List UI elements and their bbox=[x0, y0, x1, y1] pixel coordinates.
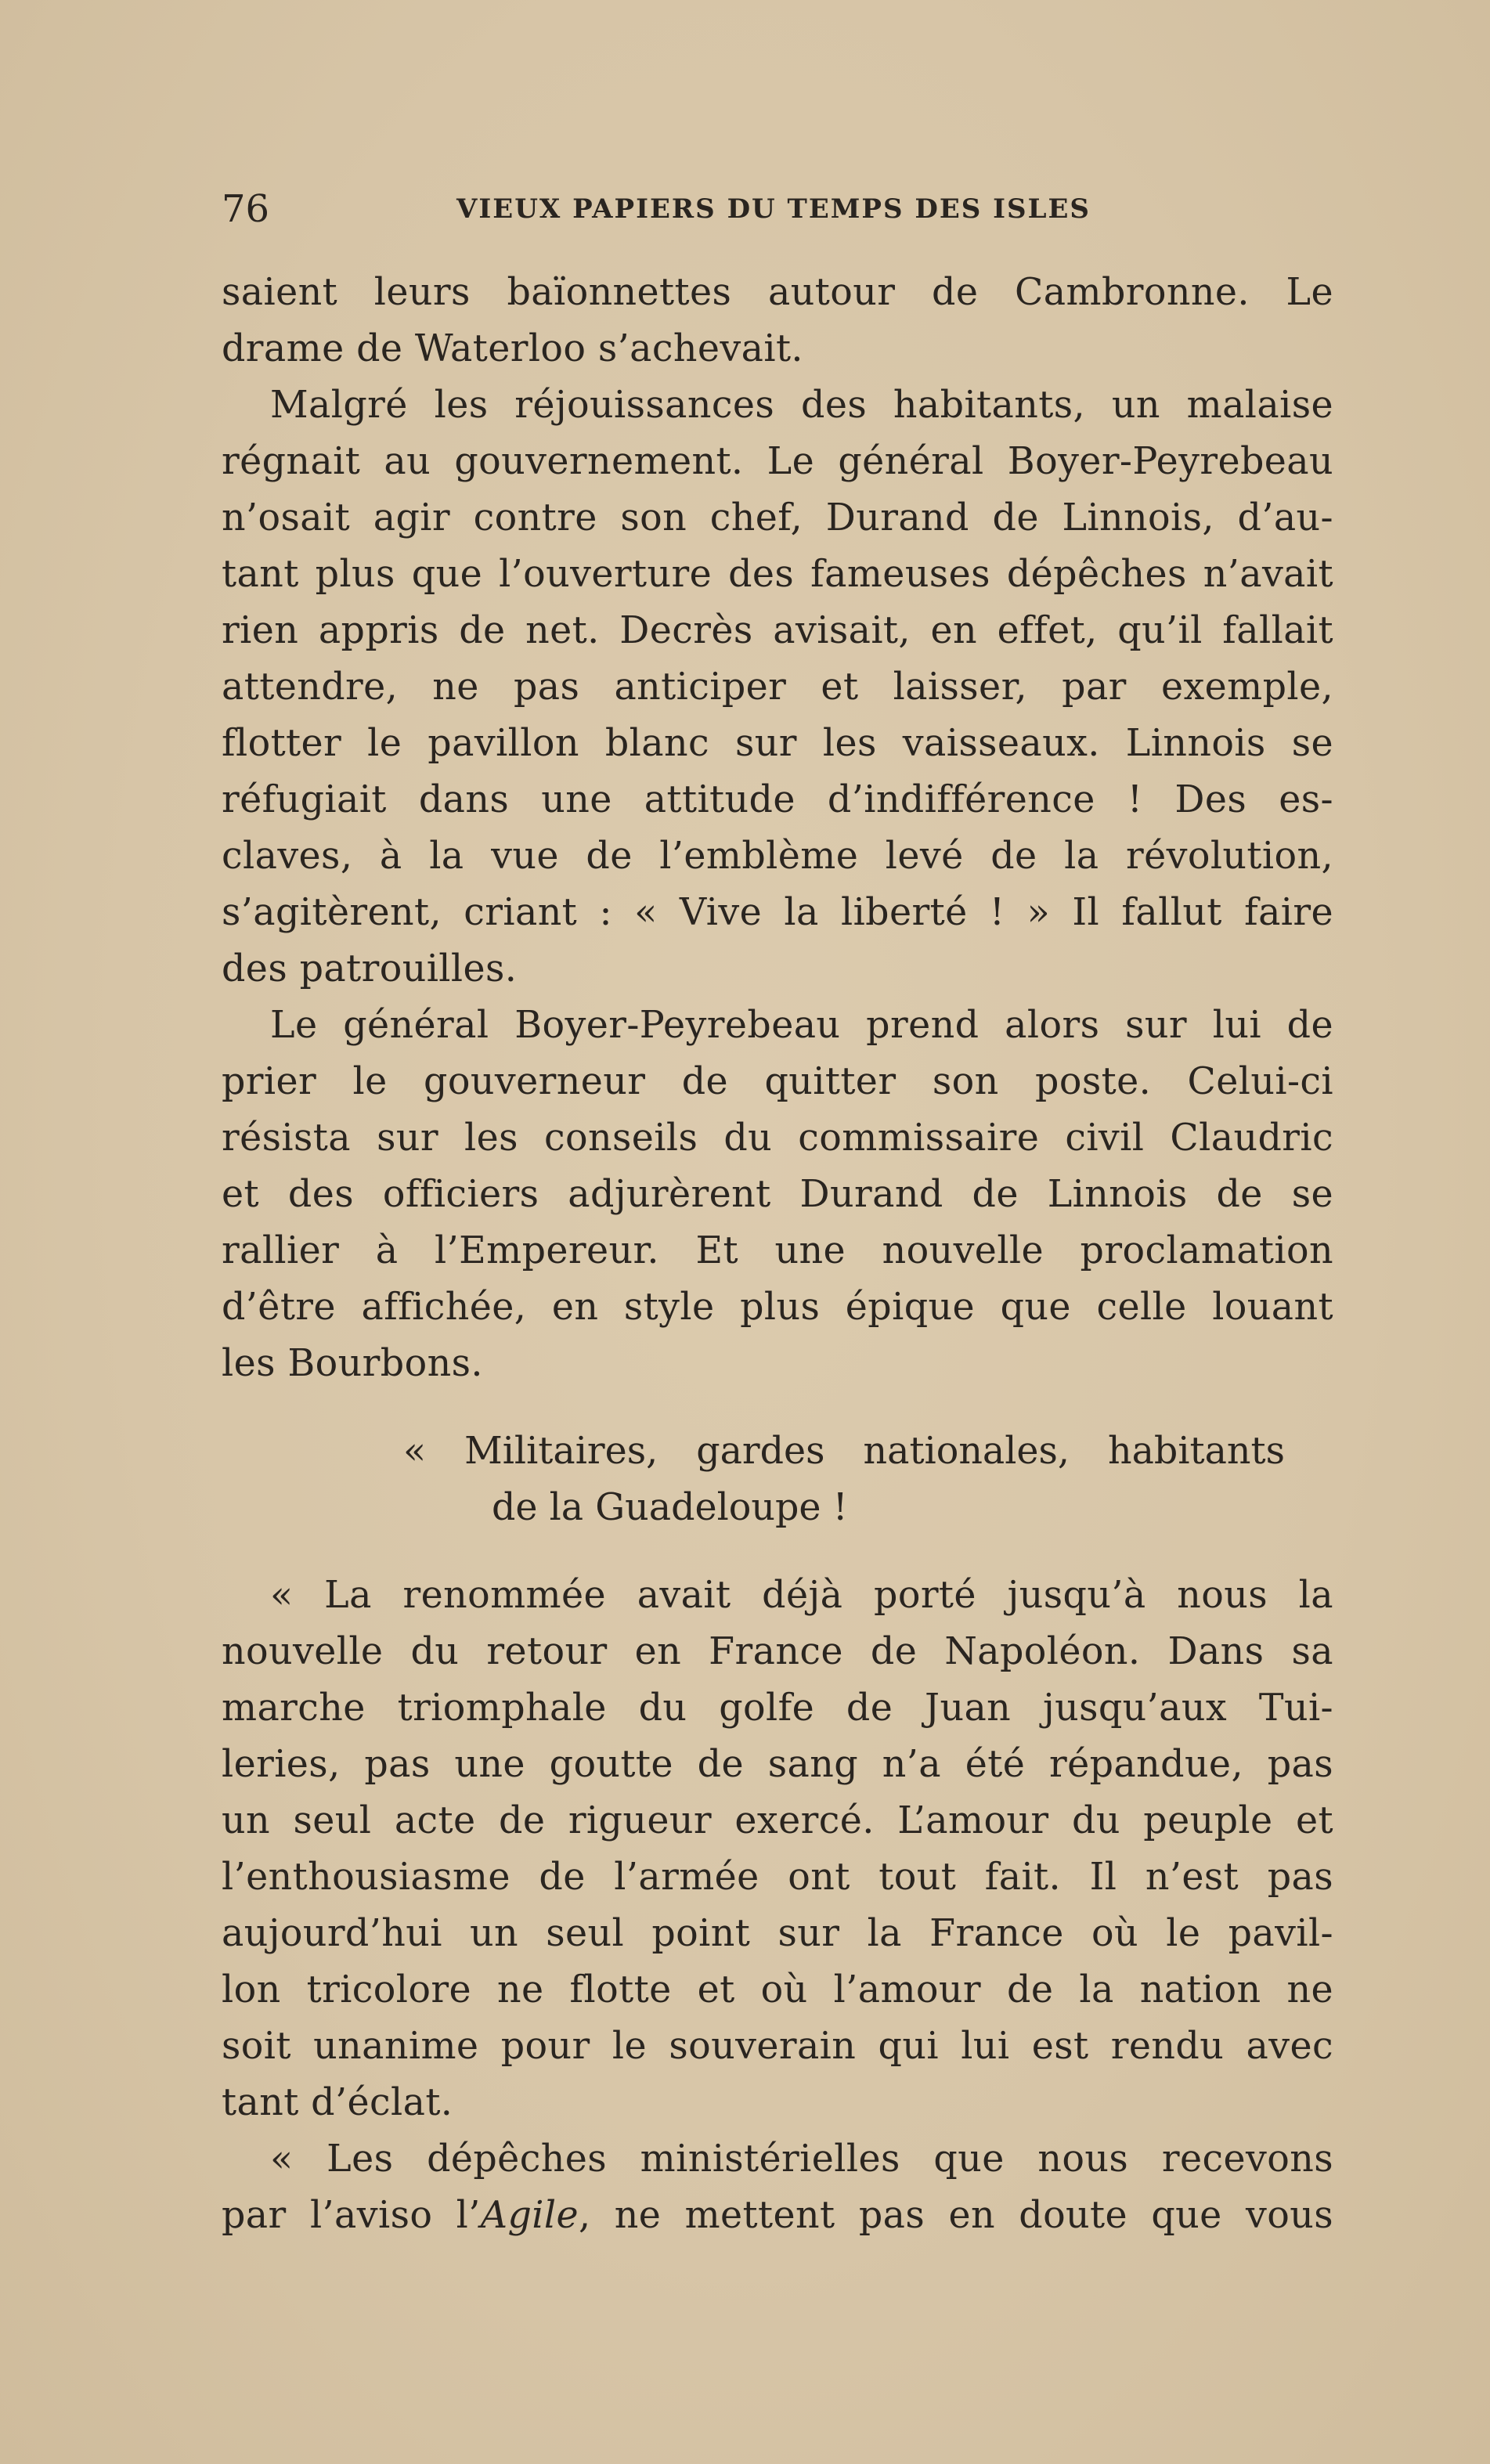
text-line: un seul acte de rigueur exercé. L’amour du peuple et bbox=[222, 1799, 1333, 1842]
text-fragment: par l’aviso l’ bbox=[222, 2194, 481, 2237]
text-line: n’osait agir contre son chef, Durand de Linnois, d’au- bbox=[222, 496, 1333, 539]
text-line: régnait au gouvernement. Le général Boyer-Peyrebeau bbox=[222, 440, 1333, 483]
text-line: rien appris de net. Decrès avisait, en effet, qu’il fallait bbox=[222, 609, 1333, 652]
text-line: s’agitèrent, criant : « Vive la liberté ! » Il fallut faire bbox=[222, 891, 1333, 934]
running-title: VIEUX PAPIERS DU TEMPS DES ISLES bbox=[456, 193, 1091, 225]
paragraph bbox=[222, 377, 1333, 998]
quote-paragraph bbox=[222, 1568, 1333, 2131]
text-line: nouvelle du retour en France de Napoléon. Dans sa bbox=[222, 1630, 1333, 1673]
text-line: aujourd’hui un seul point sur la France où le pavil- bbox=[222, 1912, 1333, 1955]
page-number: 76 bbox=[222, 187, 270, 231]
text-line: soit unanime pour le souverain qui lui est rendu avec bbox=[222, 2025, 1333, 2068]
text-line: prier le gouverneur de quitter son poste. Celui-ci bbox=[222, 1060, 1333, 1103]
text-line: « La renommée avait déjà porté jusqu’à nous la bbox=[270, 1574, 1333, 1617]
proclamation-heading-line: de la Guadeloupe ! bbox=[492, 1486, 848, 1529]
proclamation-heading-line: « Militaires, gardes nationales, habitants bbox=[403, 1430, 1285, 1473]
text-line: Le général Boyer-Peyrebeau prend alors sur lui de bbox=[270, 1004, 1333, 1047]
text-line: des patrouilles. bbox=[222, 947, 518, 990]
text-line: « Les dépêches ministérielles que nous recevons bbox=[270, 2138, 1333, 2181]
text-line: attendre, ne pas anticiper et laisser, par exemple, bbox=[222, 666, 1333, 709]
text-line: flotter le pavillon blanc sur les vaisseaux. Linnois se bbox=[222, 722, 1333, 765]
quote-paragraph bbox=[222, 2131, 1333, 2244]
body-text bbox=[222, 265, 1333, 2244]
text-line: drame de Waterloo s’achevait. bbox=[222, 327, 803, 370]
text-line bbox=[222, 2188, 1333, 2244]
text-fragment: , ne mettent pas en doute que vous bbox=[578, 2194, 1333, 2237]
ship-name-italic: Agile bbox=[480, 2194, 579, 2237]
text-line: lon tricolore ne flotte et où l’amour de la nation ne bbox=[222, 1968, 1333, 2011]
text-line: Malgré les réjouissances des habitants, un malaise bbox=[270, 384, 1333, 427]
text-line: leries, pas une goutte de sang n’a été répandue, pas bbox=[222, 1743, 1333, 1786]
text-line: résista sur les conseils du commissaire civil Claudric bbox=[222, 1117, 1333, 1160]
text-line: réfugiait dans une attitude d’indifférence ! Des es- bbox=[222, 778, 1333, 821]
text-line: marche triomphale du golfe de Juan jusqu’aux Tui- bbox=[222, 1687, 1333, 1730]
paragraph bbox=[222, 998, 1333, 1392]
paragraph bbox=[222, 265, 1333, 377]
text-line: rallier à l’Empereur. Et une nouvelle proclamation bbox=[222, 1229, 1333, 1272]
text-line: l’enthousiasme de l’armée ont tout fait. Il n’est pas bbox=[222, 1856, 1333, 1899]
proclamation-heading bbox=[222, 1423, 1333, 1536]
text-line: les Bourbons. bbox=[222, 1342, 483, 1385]
text-line: tant d’éclat. bbox=[222, 2081, 453, 2124]
text-line: d’être affichée, en style plus épique que celle louant bbox=[222, 1286, 1333, 1329]
text-line: tant plus que l’ouverture des fameuses dépêches n’avait bbox=[222, 553, 1333, 596]
text-line: et des officiers adjurèrent Durand de Linnois de se bbox=[222, 1173, 1333, 1216]
running-head bbox=[222, 182, 1333, 236]
text-line: saient leurs baïonnettes autour de Cambronne. Le bbox=[222, 271, 1333, 314]
text-line: claves, à la vue de l’emblème levé de la révolution, bbox=[222, 835, 1333, 878]
